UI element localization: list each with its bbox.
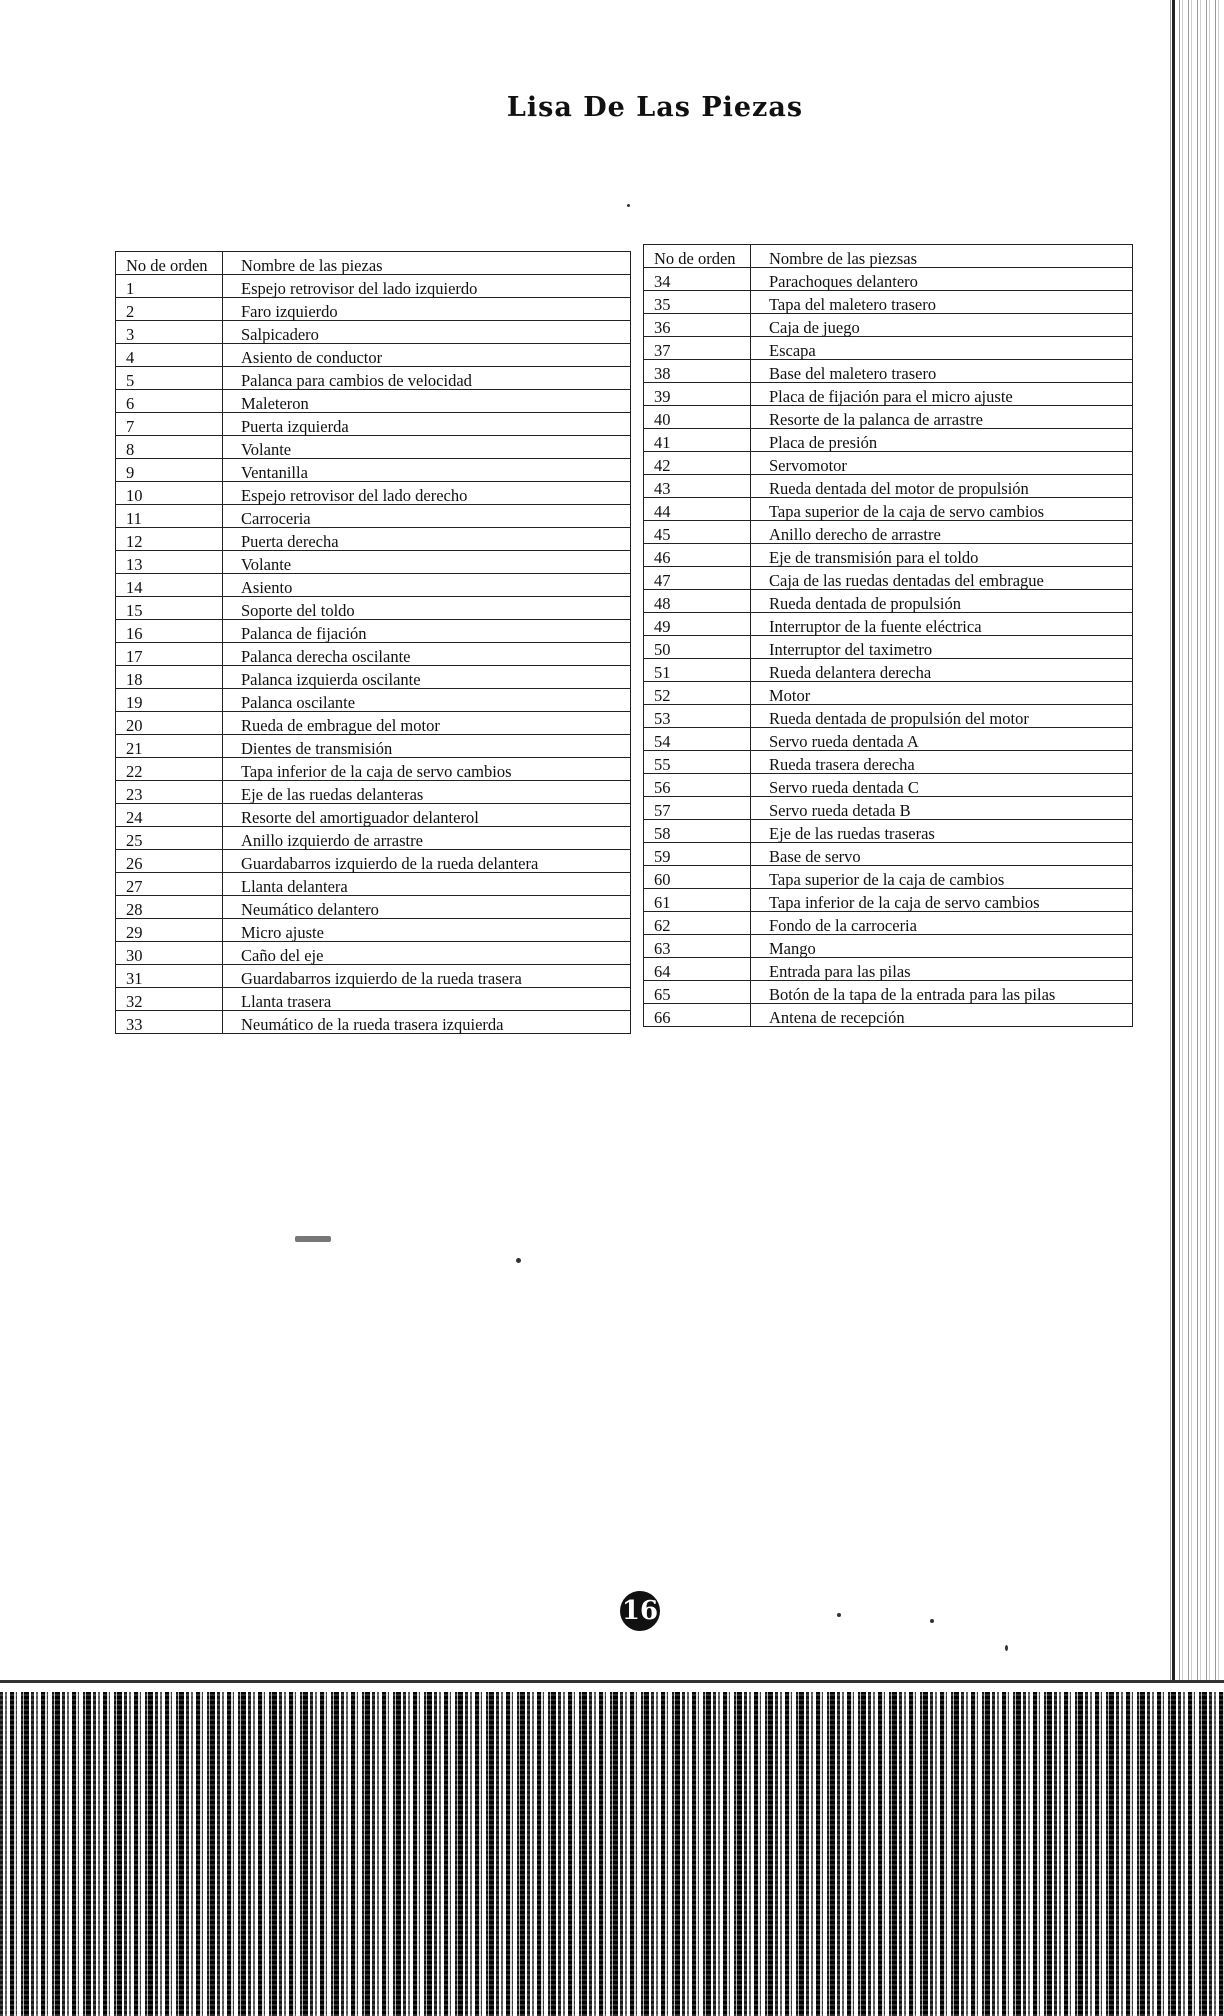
part-name: Eje de transmisión para el toldo: [751, 544, 1133, 567]
table-row: [644, 590, 1133, 613]
scan-speck: [295, 1236, 331, 1242]
part-name: Placa de fijación para el micro ajuste: [751, 383, 1133, 406]
part-number: 62: [644, 912, 751, 935]
table-row: [644, 843, 1133, 866]
table-row: [644, 728, 1133, 751]
part-name: Resorte del amortiguador delanterol: [223, 804, 631, 827]
table-row: [116, 781, 631, 804]
part-number: 63: [644, 935, 751, 958]
part-number: 37: [644, 337, 751, 360]
part-name: Servo rueda detada B: [751, 797, 1133, 820]
table-row: [116, 827, 631, 850]
scan-speck: [516, 1258, 521, 1263]
part-name: Servo rueda dentada A: [751, 728, 1133, 751]
table-row: [644, 1004, 1133, 1027]
part-number: 16: [116, 620, 223, 643]
part-number: 57: [644, 797, 751, 820]
part-name: Puerta derecha: [223, 528, 631, 551]
table-row: [116, 482, 631, 505]
part-number: 32: [116, 988, 223, 1011]
part-name: Rueda trasera derecha: [751, 751, 1133, 774]
table-row: [116, 735, 631, 758]
table-row: [644, 981, 1133, 1004]
table-row: [644, 429, 1133, 452]
part-number: 47: [644, 567, 751, 590]
part-name: Tapa inferior de la caja de servo cambios: [751, 889, 1133, 912]
table-row: [644, 452, 1133, 475]
part-number: 64: [644, 958, 751, 981]
table-row: [644, 636, 1133, 659]
part-number: 40: [644, 406, 751, 429]
scan-speck: [627, 204, 630, 207]
table-row: [116, 367, 631, 390]
scan-speck: [1005, 1645, 1008, 1651]
page-number: 16: [620, 1591, 660, 1631]
part-name: Volante: [223, 551, 631, 574]
part-number: 59: [644, 843, 751, 866]
part-name: Rueda de embrague del motor: [223, 712, 631, 735]
part-number: 20: [116, 712, 223, 735]
part-number: 33: [116, 1011, 223, 1034]
table-row: [116, 390, 631, 413]
table-row: [644, 498, 1133, 521]
part-name: Placa de presión: [751, 429, 1133, 452]
part-number: 38: [644, 360, 751, 383]
table-row: [116, 1011, 631, 1034]
part-number: 51: [644, 659, 751, 682]
table-row: [116, 459, 631, 482]
part-number: 3: [116, 321, 223, 344]
table-row: [644, 337, 1133, 360]
part-name: Llanta delantera: [223, 873, 631, 896]
part-name: Tapa inferior de la caja de servo cambios: [223, 758, 631, 781]
table-row: [116, 344, 631, 367]
header-num: No de orden: [644, 245, 751, 268]
part-number: 44: [644, 498, 751, 521]
table-row: [644, 774, 1133, 797]
part-name: Asiento: [223, 574, 631, 597]
part-number: 15: [116, 597, 223, 620]
table-row: [116, 873, 631, 896]
table-row: [116, 965, 631, 988]
part-number: 29: [116, 919, 223, 942]
part-name: Botón de la tapa de la entrada para las pilas: [751, 981, 1133, 1004]
part-number: 1: [116, 275, 223, 298]
part-name: Palanca para cambios de velocidad: [223, 367, 631, 390]
part-number: 12: [116, 528, 223, 551]
header-name: Nombre de las piezas: [223, 252, 631, 275]
part-number: 5: [116, 367, 223, 390]
part-number: 48: [644, 590, 751, 613]
part-name: Anillo derecho de arrastre: [751, 521, 1133, 544]
part-name: Salpicadero: [223, 321, 631, 344]
parts-table-left: [115, 251, 631, 1034]
table-row: [644, 958, 1133, 981]
part-number: 65: [644, 981, 751, 1004]
part-number: 27: [116, 873, 223, 896]
header-num: No de orden: [116, 252, 223, 275]
part-number: 35: [644, 291, 751, 314]
part-name: Neumático delantero: [223, 896, 631, 919]
part-number: 49: [644, 613, 751, 636]
table-row: [116, 712, 631, 735]
table-row: [116, 505, 631, 528]
part-number: 8: [116, 436, 223, 459]
table-row: [116, 321, 631, 344]
table-row: [644, 889, 1133, 912]
part-name: Neumático de la rueda trasera izquierda: [223, 1011, 631, 1034]
table-row: [644, 544, 1133, 567]
table-row: [116, 666, 631, 689]
part-number: 58: [644, 820, 751, 843]
part-number: 60: [644, 866, 751, 889]
part-name: Guardabarros izquierdo de la rueda delantera: [223, 850, 631, 873]
table-row: [644, 797, 1133, 820]
part-name: Soporte del toldo: [223, 597, 631, 620]
part-name: Tapa superior de la caja de cambios: [751, 866, 1133, 889]
part-number: 30: [116, 942, 223, 965]
table-row: [116, 528, 631, 551]
part-name: Resorte de la palanca de arrastre: [751, 406, 1133, 429]
table-row: [644, 659, 1133, 682]
table-row: [644, 613, 1133, 636]
part-name: Espejo retrovisor del lado izquierdo: [223, 275, 631, 298]
part-number: 28: [116, 896, 223, 919]
part-number: 45: [644, 521, 751, 544]
table-header-row: [644, 245, 1133, 268]
part-name: Palanca oscilante: [223, 689, 631, 712]
table-row: [644, 406, 1133, 429]
table-row: [644, 751, 1133, 774]
table-row: [116, 413, 631, 436]
part-number: 66: [644, 1004, 751, 1027]
part-number: 54: [644, 728, 751, 751]
table-row: [644, 912, 1133, 935]
scan-noise-overlay: [0, 1692, 1224, 2016]
scan-speck: [930, 1619, 934, 1623]
table-row: [116, 689, 631, 712]
part-name: Rueda delantera derecha: [751, 659, 1133, 682]
table-row: [116, 620, 631, 643]
part-number: 13: [116, 551, 223, 574]
scan-right-edge: [1168, 0, 1224, 1680]
part-name: Palanca de fijación: [223, 620, 631, 643]
part-name: Guardabarros izquierdo de la rueda trasera: [223, 965, 631, 988]
header-name: Nombre de las piezsas: [751, 245, 1133, 268]
part-number: 21: [116, 735, 223, 758]
table-row: [644, 820, 1133, 843]
table-row: [644, 268, 1133, 291]
table-row: [116, 896, 631, 919]
table-row: [644, 682, 1133, 705]
part-number: 42: [644, 452, 751, 475]
part-number: 36: [644, 314, 751, 337]
part-number: 26: [116, 850, 223, 873]
part-number: 41: [644, 429, 751, 452]
part-number: 61: [644, 889, 751, 912]
part-name: Faro izquierdo: [223, 298, 631, 321]
table-row: [116, 574, 631, 597]
part-number: 52: [644, 682, 751, 705]
part-name: Volante: [223, 436, 631, 459]
part-number: 19: [116, 689, 223, 712]
part-number: 53: [644, 705, 751, 728]
part-name: Palanca izquierda oscilante: [223, 666, 631, 689]
scan-bottom-rule: [0, 1680, 1224, 1683]
part-number: 6: [116, 390, 223, 413]
part-number: 4: [116, 344, 223, 367]
part-name: Carroceria: [223, 505, 631, 528]
table-row: [644, 705, 1133, 728]
part-number: 10: [116, 482, 223, 505]
part-name: Mango: [751, 935, 1133, 958]
part-name: Asiento de conductor: [223, 344, 631, 367]
table-row: [116, 919, 631, 942]
part-name: Dientes de transmisión: [223, 735, 631, 758]
part-name: Rueda dentada de propulsión: [751, 590, 1133, 613]
part-number: 25: [116, 827, 223, 850]
part-number: 34: [644, 268, 751, 291]
table-row: [644, 935, 1133, 958]
part-name: Caño del eje: [223, 942, 631, 965]
table-row: [116, 275, 631, 298]
part-number: 56: [644, 774, 751, 797]
part-name: Espejo retrovisor del lado derecho: [223, 482, 631, 505]
page-title: Lisa De Las Piezas: [506, 92, 804, 123]
part-number: 18: [116, 666, 223, 689]
part-number: 9: [116, 459, 223, 482]
table-row: [116, 597, 631, 620]
table-row: [116, 298, 631, 321]
table-header-row: [116, 252, 631, 275]
part-name: Interruptor del taximetro: [751, 636, 1133, 659]
table-row: [644, 521, 1133, 544]
part-name: Maleteron: [223, 390, 631, 413]
part-number: 7: [116, 413, 223, 436]
table-row: [116, 850, 631, 873]
part-name: Anillo izquierdo de arrastre: [223, 827, 631, 850]
part-name: Escapa: [751, 337, 1133, 360]
table-row: [644, 866, 1133, 889]
table-row: [116, 804, 631, 827]
part-number: 11: [116, 505, 223, 528]
part-name: Eje de las ruedas delanteras: [223, 781, 631, 804]
scan-right-edge-line: [1172, 0, 1175, 1680]
table-row: [116, 551, 631, 574]
part-name: Caja de juego: [751, 314, 1133, 337]
part-name: Rueda dentada del motor de propulsión: [751, 475, 1133, 498]
table-row: [644, 314, 1133, 337]
table-row: [116, 942, 631, 965]
part-number: 39: [644, 383, 751, 406]
table-row: [644, 475, 1133, 498]
part-name: Tapa del maletero trasero: [751, 291, 1133, 314]
part-name: Fondo de la carroceria: [751, 912, 1133, 935]
part-name: Rueda dentada de propulsión del motor: [751, 705, 1133, 728]
part-name: Tapa superior de la caja de servo cambios: [751, 498, 1133, 521]
table-row: [116, 436, 631, 459]
table-row: [116, 643, 631, 666]
table-row: [116, 758, 631, 781]
part-name: Parachoques delantero: [751, 268, 1133, 291]
part-number: 55: [644, 751, 751, 774]
part-number: 24: [116, 804, 223, 827]
scan-speck: [837, 1613, 841, 1617]
table-row: [644, 567, 1133, 590]
part-name: Entrada para las pilas: [751, 958, 1133, 981]
part-name: Base del maletero trasero: [751, 360, 1133, 383]
part-name: Caja de las ruedas dentadas del embrague: [751, 567, 1133, 590]
part-number: 43: [644, 475, 751, 498]
part-number: 46: [644, 544, 751, 567]
part-name: Llanta trasera: [223, 988, 631, 1011]
part-name: Palanca derecha oscilante: [223, 643, 631, 666]
part-name: Antena de recepción: [751, 1004, 1133, 1027]
part-name: Servomotor: [751, 452, 1133, 475]
part-number: 2: [116, 298, 223, 321]
table-row: [644, 291, 1133, 314]
part-number: 22: [116, 758, 223, 781]
table-row: [644, 360, 1133, 383]
part-name: Eje de las ruedas traseras: [751, 820, 1133, 843]
part-number: 17: [116, 643, 223, 666]
part-name: Micro ajuste: [223, 919, 631, 942]
parts-table-right: [643, 244, 1133, 1027]
part-number: 23: [116, 781, 223, 804]
part-number: 50: [644, 636, 751, 659]
table-row: [116, 988, 631, 1011]
part-name: Base de servo: [751, 843, 1133, 866]
part-name: Ventanilla: [223, 459, 631, 482]
part-number: 14: [116, 574, 223, 597]
part-name: Puerta izquierda: [223, 413, 631, 436]
part-name: Interruptor de la fuente eléctrica: [751, 613, 1133, 636]
table-row: [644, 383, 1133, 406]
part-number: 31: [116, 965, 223, 988]
part-name: Motor: [751, 682, 1133, 705]
part-name: Servo rueda dentada C: [751, 774, 1133, 797]
